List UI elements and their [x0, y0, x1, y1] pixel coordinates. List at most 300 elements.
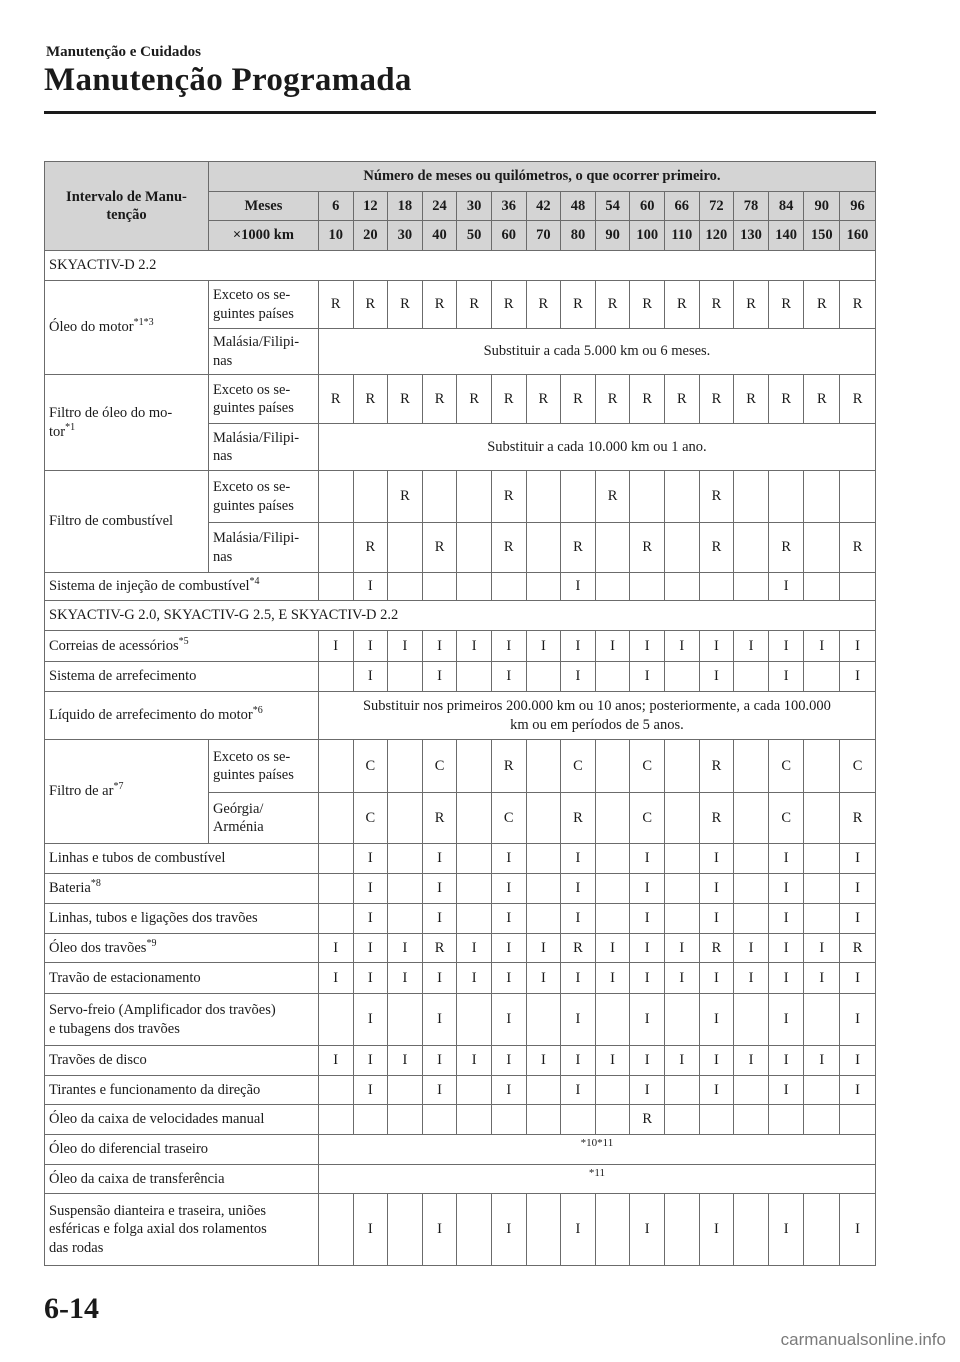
interval-cell: [804, 523, 840, 573]
interval-cell: I: [699, 874, 734, 904]
interval-cell: I: [353, 904, 388, 934]
interval-cell: I: [422, 1076, 457, 1105]
interval-cell: R: [665, 375, 700, 424]
interval-cell: [734, 523, 769, 573]
item-label-text: Sistema de injeção de combustível: [49, 578, 250, 595]
interval-cell: R: [388, 281, 423, 329]
interval-cell: I: [630, 844, 665, 874]
interval-cell: R: [422, 793, 457, 844]
region-label-text: Exceto os se- guintes países: [212, 479, 294, 514]
interval-cell: [665, 793, 700, 844]
interval-cell: R: [457, 375, 492, 424]
item-label: [45, 281, 209, 375]
interval-cell: I: [699, 662, 734, 692]
interval-cell: [526, 994, 561, 1046]
interval-cell: R: [595, 281, 630, 329]
interval-cell: I: [699, 844, 734, 874]
month-header: 54: [595, 192, 630, 221]
engine-group-row: [45, 251, 876, 281]
interval-cell: [595, 1076, 630, 1105]
months-label: Meses: [208, 192, 318, 221]
interval-cell: [734, 740, 769, 793]
interval-cell: [840, 573, 876, 601]
item-label-text: Linhas e tubos de combustível: [49, 850, 226, 867]
schedule-row: [45, 1105, 876, 1135]
interval-cell: I: [665, 963, 700, 994]
interval-cell: I: [491, 994, 526, 1046]
item-label: [45, 631, 319, 662]
km-header: 80: [561, 221, 596, 251]
footnote-ref: *1: [65, 421, 76, 433]
section-label: Manutenção e Cuidados: [46, 44, 202, 60]
title-rule: [44, 111, 876, 114]
item-label-text: Filtro de combustível: [49, 513, 174, 530]
interval-note: [318, 692, 875, 740]
km-header: 40: [422, 221, 457, 251]
interval-cell: [734, 793, 769, 844]
interval-cell: R: [491, 523, 526, 573]
interval-cell: I: [699, 904, 734, 934]
footnote-ref: *9: [146, 938, 157, 950]
interval-cell: I: [388, 631, 423, 662]
item-label: [45, 963, 319, 994]
region-label-text: Malásia/Filipi- nas: [212, 429, 300, 464]
interval-cell: I: [491, 1046, 526, 1076]
interval-cell: [804, 793, 840, 844]
interval-cell: [457, 662, 492, 692]
interval-cell: [734, 573, 769, 601]
interval-cell: I: [630, 631, 665, 662]
interval-cell: [595, 740, 630, 793]
interval-cell: I: [491, 874, 526, 904]
interval-cell: I: [491, 662, 526, 692]
km-header: 10: [318, 221, 353, 251]
footnote-ref: *5: [178, 636, 189, 648]
interval-cell: C: [353, 793, 388, 844]
interval-header: Intervalo de Manu- tenção: [45, 162, 209, 251]
interval-cell: I: [699, 1046, 734, 1076]
interval-cell: R: [491, 740, 526, 793]
interval-cell: [457, 573, 492, 601]
month-header: 72: [699, 192, 734, 221]
interval-cell: [318, 844, 353, 874]
item-label: [45, 1194, 319, 1266]
interval-cell: [804, 994, 840, 1046]
interval-cell: I: [422, 662, 457, 692]
interval-cell: [388, 573, 423, 601]
interval-cell: R: [491, 471, 526, 523]
interval-cell: I: [491, 934, 526, 963]
interval-cell: I: [353, 994, 388, 1046]
interval-cell: [388, 740, 423, 793]
region-label-text: Exceto os se- guintes países: [212, 287, 294, 322]
interval-cell: I: [734, 631, 769, 662]
interval-cell: I: [768, 1194, 804, 1266]
month-header: 30: [457, 192, 492, 221]
item-label-text: Óleo do diferencial traseiro: [49, 1141, 209, 1158]
page-number: 6-14: [44, 1292, 99, 1325]
interval-cell: I: [630, 1076, 665, 1105]
interval-cell: I: [353, 963, 388, 994]
item-label: [45, 375, 209, 471]
schedule-row: [45, 1046, 876, 1076]
schedule-row: [45, 963, 876, 994]
interval-cell: C: [630, 740, 665, 793]
interval-cell: [318, 523, 353, 573]
interval-cell: R: [491, 281, 526, 329]
interval-cell: R: [561, 934, 596, 963]
interval-cell: C: [561, 740, 596, 793]
item-label: [45, 874, 319, 904]
item-label: [45, 1105, 319, 1135]
watermark: carmanualsonline.info: [780, 1330, 946, 1349]
interval-cell: [665, 1105, 700, 1135]
interval-cell: [595, 844, 630, 874]
month-header: 6: [318, 192, 353, 221]
interval-cell: I: [768, 904, 804, 934]
schedule-row: [45, 1194, 876, 1266]
interval-cell: I: [353, 573, 388, 601]
interval-cell: [388, 523, 423, 573]
item-label-text: Tirantes e funcionamento da direção: [49, 1081, 261, 1098]
interval-cell: I: [491, 1076, 526, 1105]
interval-cell: [840, 1105, 876, 1135]
item-label-text: Correias de acessórios: [49, 637, 179, 654]
item-label-text: Travão de estacionamento: [49, 969, 201, 986]
interval-cell: I: [353, 934, 388, 963]
km-header: 70: [526, 221, 561, 251]
item-label: [45, 904, 319, 934]
km-header: 50: [457, 221, 492, 251]
item-label: [45, 934, 319, 963]
km-header: 160: [840, 221, 876, 251]
interval-cell: I: [665, 631, 700, 662]
interval-cell: R: [630, 375, 665, 424]
interval-cell: [734, 994, 769, 1046]
interval-cell: I: [422, 904, 457, 934]
interval-cell: I: [561, 963, 596, 994]
interval-cell: [804, 1076, 840, 1105]
region-label: [208, 329, 318, 375]
interval-cell: I: [699, 631, 734, 662]
interval-cell: R: [768, 523, 804, 573]
interval-cell: I: [768, 934, 804, 963]
interval-cell: [804, 662, 840, 692]
interval-cell: I: [665, 1046, 700, 1076]
interval-cell: R: [491, 375, 526, 424]
interval-cell: [665, 844, 700, 874]
interval-cell: I: [699, 994, 734, 1046]
region-label-text: Exceto os se- guintes países: [212, 748, 294, 783]
schedule-row: [45, 1076, 876, 1105]
interval-cell: [526, 662, 561, 692]
interval-cell: I: [318, 963, 353, 994]
item-label: [45, 844, 319, 874]
interval-cell: I: [699, 1076, 734, 1105]
interval-cell: R: [699, 523, 734, 573]
km-header: 90: [595, 221, 630, 251]
item-label-text: Óleo da caixa de transferência: [49, 1170, 225, 1187]
item-label-text: Óleo do motor: [49, 319, 134, 336]
interval-cell: [457, 471, 492, 523]
interval-cell: [318, 793, 353, 844]
interval-cell: [665, 1194, 700, 1266]
interval-cell: I: [734, 963, 769, 994]
interval-cell: R: [699, 375, 734, 424]
interval-cell: [318, 904, 353, 934]
interval-cell: R: [804, 281, 840, 329]
interval-cell: I: [422, 963, 457, 994]
item-label: [45, 662, 319, 692]
interval-cell: [595, 904, 630, 934]
interval-cell: [804, 904, 840, 934]
interval-cell: I: [630, 1194, 665, 1266]
interval-cell: [804, 740, 840, 793]
interval-cell: [457, 1194, 492, 1266]
interval-cell: R: [422, 523, 457, 573]
item-label: [45, 471, 209, 573]
interval-cell: [318, 662, 353, 692]
interval-cell: [734, 1076, 769, 1105]
interval-cell: I: [457, 934, 492, 963]
interval-cell: R: [630, 523, 665, 573]
interval-note-text: *11: [588, 1167, 605, 1179]
schedule-row: [45, 662, 876, 692]
month-header: 84: [768, 192, 804, 221]
interval-cell: [665, 573, 700, 601]
interval-cell: R: [561, 281, 596, 329]
interval-cell: [388, 874, 423, 904]
interval-cell: [595, 662, 630, 692]
interval-cell: [318, 1194, 353, 1266]
interval-cell: [734, 904, 769, 934]
region-label: [208, 281, 318, 329]
km-header: 110: [665, 221, 700, 251]
km-header: 20: [353, 221, 388, 251]
interval-cell: I: [457, 963, 492, 994]
interval-cell: [388, 844, 423, 874]
interval-cell: I: [526, 963, 561, 994]
interval-cell: [840, 471, 876, 523]
item-label: [45, 1165, 319, 1194]
schedule-row: [45, 281, 876, 329]
month-header: 12: [353, 192, 388, 221]
interval-cell: R: [699, 793, 734, 844]
interval-note-text: Substituir nos primeiros 200.000 km ou 10 anos; posteriormente, a cada 100.000 km ou em períodos de 5 anos.: [362, 698, 831, 733]
interval-cell: I: [457, 631, 492, 662]
schedule-row: [45, 934, 876, 963]
interval-cell: I: [768, 844, 804, 874]
interval-cell: R: [665, 281, 700, 329]
interval-cell: [699, 573, 734, 601]
interval-cell: [768, 1105, 804, 1135]
schedule-row: [45, 471, 876, 523]
interval-cell: I: [561, 1046, 596, 1076]
interval-cell: I: [768, 1046, 804, 1076]
interval-cell: I: [734, 934, 769, 963]
region-label: [208, 375, 318, 424]
interval-cell: R: [388, 471, 423, 523]
interval-cell: [734, 662, 769, 692]
interval-cell: I: [840, 904, 876, 934]
interval-cell: [491, 573, 526, 601]
interval-cell: I: [840, 631, 876, 662]
interval-cell: R: [526, 281, 561, 329]
interval-cell: I: [665, 934, 700, 963]
interval-cell: [665, 904, 700, 934]
interval-cell: R: [595, 471, 630, 523]
engine-group-row: [45, 601, 876, 631]
interval-cell: [804, 573, 840, 601]
item-label-text: Óleo da caixa de velocidades manual: [49, 1111, 265, 1128]
interval-cell: [630, 471, 665, 523]
interval-cell: [665, 523, 700, 573]
item-label-text: Líquido de arrefecimento do motor: [49, 707, 253, 724]
interval-cell: [318, 874, 353, 904]
interval-cell: [457, 740, 492, 793]
interval-cell: [422, 573, 457, 601]
interval-cell: [422, 471, 457, 523]
interval-cell: [665, 471, 700, 523]
interval-cell: [526, 523, 561, 573]
interval-cell: R: [699, 740, 734, 793]
interval-cell: I: [561, 1194, 596, 1266]
interval-cell: I: [491, 631, 526, 662]
interval-cell: I: [526, 631, 561, 662]
interval-cell: [804, 844, 840, 874]
interval-note: Substituir a cada 5.000 km ou 6 meses.: [318, 329, 875, 375]
interval-cell: [457, 904, 492, 934]
interval-cell: [734, 1194, 769, 1266]
interval-cell: [665, 662, 700, 692]
schedule-row: [45, 874, 876, 904]
interval-cell: [734, 471, 769, 523]
interval-cell: R: [388, 375, 423, 424]
interval-cell: [457, 1105, 492, 1135]
interval-cell: [526, 874, 561, 904]
interval-cell: [318, 573, 353, 601]
interval-cell: R: [526, 375, 561, 424]
footnote-ref: *6: [252, 705, 263, 717]
interval-cell: I: [630, 1046, 665, 1076]
item-label: [45, 740, 209, 844]
interval-cell: I: [388, 963, 423, 994]
region-label: [208, 793, 318, 844]
interval-cell: I: [491, 904, 526, 934]
interval-cell: I: [388, 934, 423, 963]
interval-cell: I: [561, 904, 596, 934]
interval-cell: I: [318, 934, 353, 963]
interval-cell: [526, 471, 561, 523]
month-header: 42: [526, 192, 561, 221]
interval-cell: R: [840, 523, 876, 573]
interval-cell: [388, 662, 423, 692]
interval-cell: [457, 874, 492, 904]
interval-cell: I: [353, 1046, 388, 1076]
interval-cell: [457, 844, 492, 874]
km-header: 60: [491, 221, 526, 251]
maintenance-schedule-table: [44, 161, 876, 1266]
interval-cell: I: [457, 1046, 492, 1076]
month-header: 60: [630, 192, 665, 221]
interval-cell: I: [768, 1076, 804, 1105]
interval-cell: C: [768, 793, 804, 844]
interval-cell: [457, 793, 492, 844]
interval-cell: I: [804, 1046, 840, 1076]
interval-cell: I: [595, 934, 630, 963]
month-header: 90: [804, 192, 840, 221]
interval-cell: [561, 471, 596, 523]
interval-cell: [595, 994, 630, 1046]
interval-cell: [388, 1105, 423, 1135]
interval-cell: [804, 1194, 840, 1266]
interval-cell: I: [630, 963, 665, 994]
month-header: 36: [491, 192, 526, 221]
interval-cell: I: [768, 662, 804, 692]
interval-cell: I: [804, 934, 840, 963]
km-header: 100: [630, 221, 665, 251]
interval-cell: [734, 874, 769, 904]
item-label: [45, 1076, 319, 1105]
interval-cell: [595, 793, 630, 844]
interval-cell: [457, 994, 492, 1046]
interval-cell: [353, 1105, 388, 1135]
interval-cell: [665, 740, 700, 793]
interval-cell: [388, 793, 423, 844]
interval-cell: [595, 523, 630, 573]
interval-cell: R: [318, 281, 353, 329]
region-label-text: Geórgia/ Arménia: [212, 800, 264, 835]
interval-cell: [804, 471, 840, 523]
schedule-row: [45, 692, 876, 740]
interval-cell: [595, 573, 630, 601]
interval-cell: I: [840, 1046, 876, 1076]
interval-cell: R: [561, 793, 596, 844]
interval-cell: [388, 904, 423, 934]
interval-cell: R: [561, 523, 596, 573]
page-title: Manutenção Programada: [44, 62, 412, 98]
interval-cell: I: [840, 963, 876, 994]
interval-cell: R: [353, 281, 388, 329]
interval-cell: [318, 1076, 353, 1105]
schedule-body: [45, 251, 876, 1266]
interval-cell: [526, 844, 561, 874]
month-header: 78: [734, 192, 769, 221]
region-label: [208, 740, 318, 793]
interval-cell: I: [526, 934, 561, 963]
schedule-row: [45, 631, 876, 662]
footnote-ref: *1*3: [133, 317, 154, 329]
interval-cell: C: [768, 740, 804, 793]
interval-cell: R: [840, 934, 876, 963]
interval-cell: [595, 1194, 630, 1266]
interval-cell: [665, 1076, 700, 1105]
interval-cell: I: [561, 662, 596, 692]
interval-cell: [388, 1194, 423, 1266]
month-header: 18: [388, 192, 423, 221]
schedule-row: [45, 573, 876, 601]
km-header: 130: [734, 221, 769, 251]
item-label-text: Bateria: [49, 880, 91, 897]
item-label-text: Filtro de óleo do mo- tor: [49, 405, 173, 440]
interval-cell: R: [734, 375, 769, 424]
interval-cell: R: [840, 281, 876, 329]
interval-cell: [353, 471, 388, 523]
interval-cell: I: [561, 844, 596, 874]
interval-cell: I: [353, 662, 388, 692]
region-label: [208, 471, 318, 523]
footnote-ref: *7: [113, 781, 124, 793]
